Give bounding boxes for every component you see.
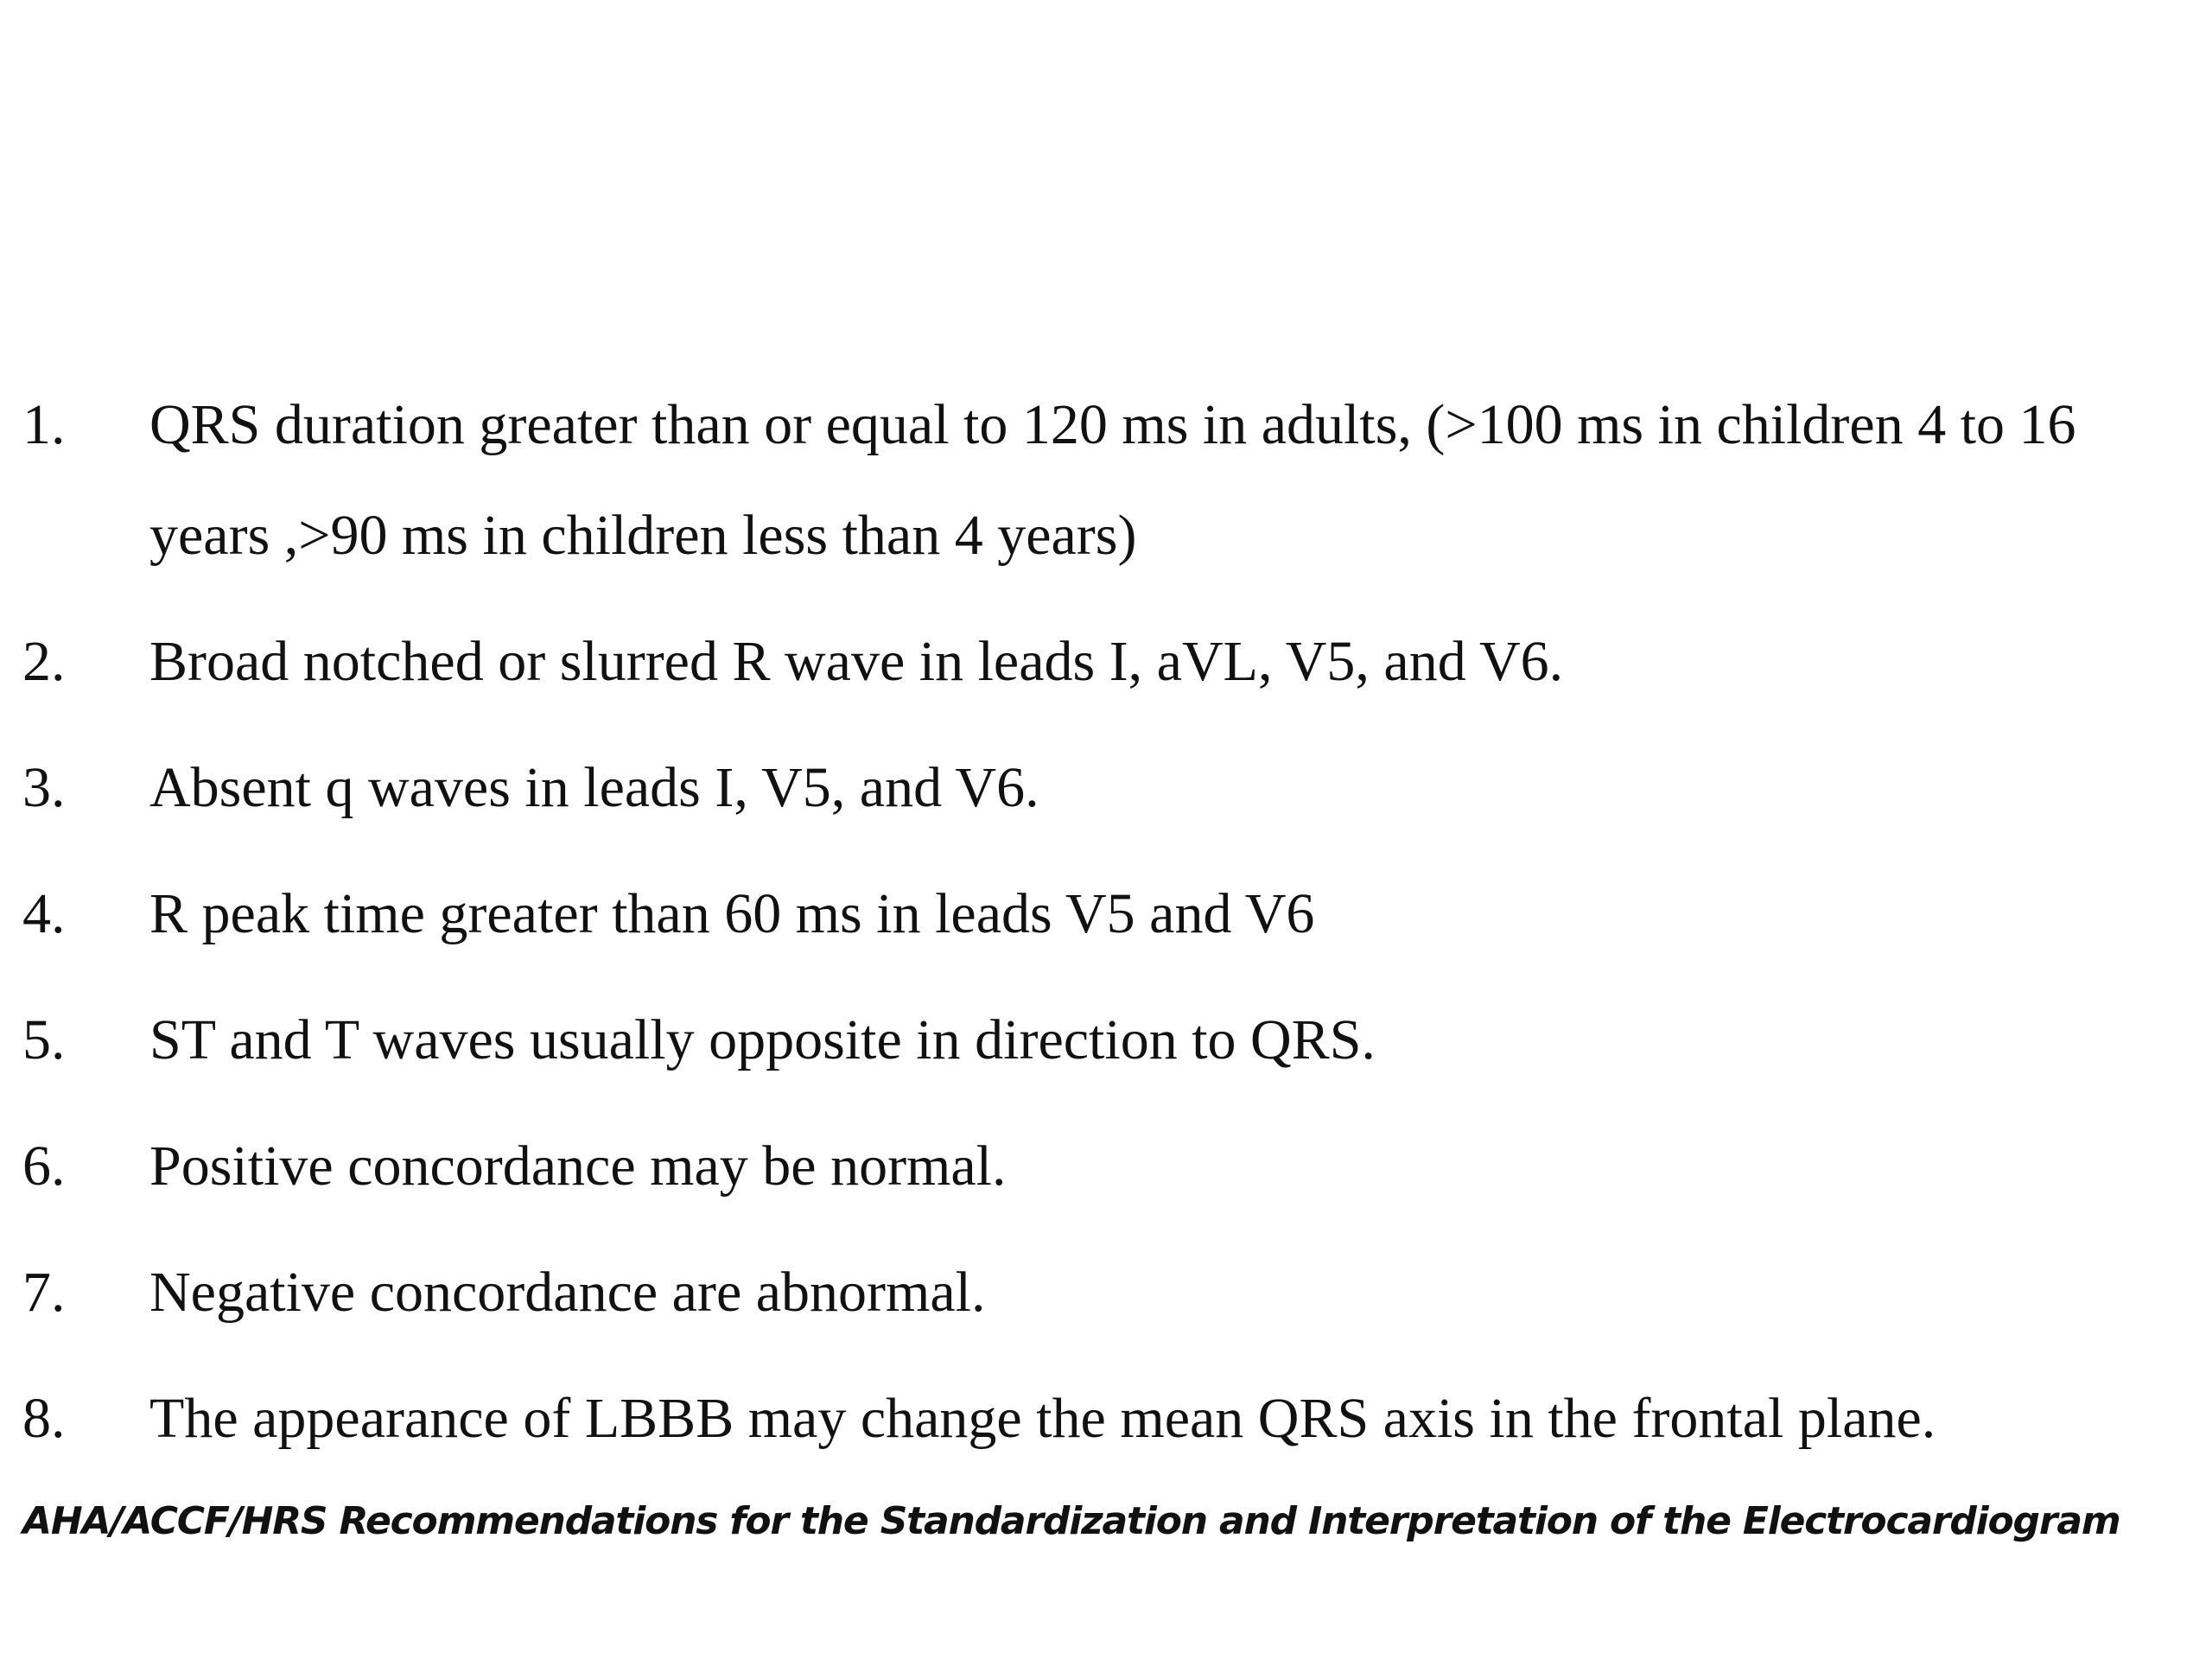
list-item-number: 7. <box>22 1261 66 1324</box>
list-item-number: 5. <box>22 1008 66 1071</box>
list-item <box>22 607 2200 717</box>
list-item-text: ST and T waves usually opposite in direction to QRS. <box>149 1008 1376 1071</box>
citation: AHA/ACCF/HRS Recommendations for the Standardization and Interpretation of the Electrocardiogram <box>22 1499 2120 1543</box>
list-item <box>22 733 2200 843</box>
list-item-text: Absent q waves in leads I, V5, and V6. <box>149 756 1039 819</box>
list-item <box>22 985 2200 1096</box>
list-item-number: 1. <box>22 393 66 456</box>
list-item-text: The appearance of LBBB may change the mean QRS axis in the frontal plane. <box>149 1387 1936 1450</box>
list-item-number: 2. <box>22 630 66 693</box>
list-item <box>22 1363 2200 1474</box>
list-item-number: 8. <box>22 1387 66 1450</box>
list-item <box>22 859 2200 969</box>
list-item-text: R peak time greater than 60 ms in leads V5 and V6 <box>149 882 1315 945</box>
criteria-list <box>22 370 2200 1490</box>
list-item-text: Broad notched or slurred R wave in leads I, aVL, V5, and V6. <box>149 630 1564 693</box>
list-item-text: Positive concordance may be normal. <box>149 1135 1007 1198</box>
list-item <box>22 370 2200 591</box>
list-item <box>22 1111 2200 1222</box>
list-item-text: QRS duration greater than or equal to 120 ms in adults, (>100 ms in children 4 to 16 years ,>90 ms in children less than 4 years) <box>149 393 2076 567</box>
list-item-text: Negative concordance are abnormal. <box>149 1261 986 1324</box>
list-item-number: 6. <box>22 1135 66 1198</box>
list-item-number: 4. <box>22 882 66 945</box>
list-item-number: 3. <box>22 756 66 819</box>
list-item <box>22 1237 2200 1348</box>
